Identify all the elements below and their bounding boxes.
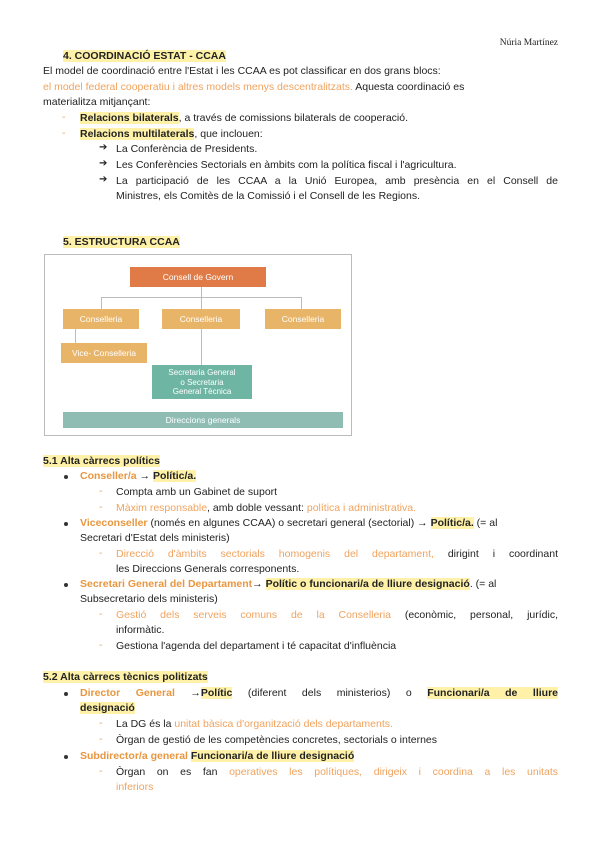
consell-govern-box: Consell de Govern (130, 267, 266, 287)
section-4-title: 4. COORDINACIÓ ESTAT - CCAA (63, 50, 226, 62)
arrow-icon: ➔ (99, 142, 108, 153)
conseller-desc-1: Compta amb un Gabinet de suport (116, 486, 278, 498)
secretari-general-item-b: Subsecretario dels ministeris) (80, 593, 218, 605)
section-5-2-title: 5.2 Alta càrrecs tècnics politizats (43, 671, 208, 683)
director-general-item-b: designació (80, 702, 135, 714)
conseller-desc-2: Màxim responsable, amb doble vessant: política i administrativa. (116, 502, 416, 514)
conselleria-box-left: Conselleria (63, 309, 139, 329)
section-5-1-title: 5.1 Alta càrrecs polítics (43, 455, 160, 467)
secretari-general-item: Secretari General del Departament→ Polític o funcionari/a de lliure designació. (= al (80, 578, 497, 590)
bilateral-item: Relacions bilaterals, a través de comissions bilaterals de cooperació. (80, 112, 409, 124)
sub-item-3: La participació de les CCAA a la Unió Europea, amb presència en el Consell de (116, 175, 558, 187)
sub-item-3b: Ministres, els Comitès de la Comissió i el Consell de les Regions. (116, 190, 421, 202)
vice-conselleria-box: Vice- Conselleria (61, 343, 147, 363)
subdirector-desc-b: inferiors (116, 781, 154, 793)
intro-line2: el model federal cooperatiu i altres models menys descentralitzats. Aquesta coordinació es (43, 81, 465, 93)
conseller-item: Conseller/a → Polític/a. (80, 470, 197, 482)
intro-line1: El model de coordinació entre l'Estat i les CCAA es pot classificar en dos grans blocs: (43, 65, 441, 77)
secretari-desc-2: Gestiona l'agenda del departament i té capacitat d'influència (116, 640, 397, 652)
director-general-item: Director General →Polític (diferent dels ministerios) o Funcionari/a de lliure (80, 687, 558, 699)
director-desc-1: La DG és la unitat bàsica d'organització dels departaments. (116, 718, 393, 730)
conselleria-box-mid: Conselleria (162, 309, 240, 329)
subdirector-item: Subdirector/a general Funcionari/a de lliure designació (80, 750, 355, 762)
arrow-icon: ➔ (99, 158, 108, 169)
subdirector-desc: Òrgan on es fan operatives les polítiques, dirigeix i coordina a les unitats (116, 766, 558, 778)
viceconseller-desc: Direcció d'àmbits sectorials homogenis del departament, dirigint i coordinant (116, 548, 558, 560)
org-chart (44, 254, 352, 436)
conselleria-box-right: Conselleria (265, 309, 341, 329)
multilateral-item: Relacions multilaterals, que inclouen: (80, 128, 263, 140)
director-desc-2: Òrgan de gestió de les competències concretes, sectorials o internes (116, 734, 438, 746)
sub-item-1: La Conferència de Presidents. (116, 143, 258, 155)
direccions-generals-box: Direccions generals (63, 412, 343, 428)
viceconseller-item-b: Secretari d'Estat dels ministeris) (80, 532, 230, 544)
section-5-title: 5. ESTRUCTURA CCAA (63, 236, 180, 248)
secretari-desc-1b: informàtic. (116, 624, 165, 636)
viceconseller-desc-b: les Direccions Generals corresponents. (116, 563, 300, 575)
secretari-desc-1: Gestió dels serveis comuns de la Conselleria (econòmic, personal, jurídic, (116, 609, 558, 621)
sub-item-2: Les Conferències Sectorials en àmbits com la política fiscal i l'agricultura. (116, 159, 457, 171)
author-header: Núria Martínez (499, 38, 558, 48)
secretaria-box: Secretaria General o Secretaria General Tècnica (152, 365, 252, 399)
arrow-icon: ➔ (99, 174, 108, 185)
intro-line3: materialitza mitjançant: (43, 96, 151, 108)
viceconseller-item: Viceconseller (només en algunes CCAA) o secretari general (sectorial) → Polític/a. (= al (80, 517, 498, 529)
